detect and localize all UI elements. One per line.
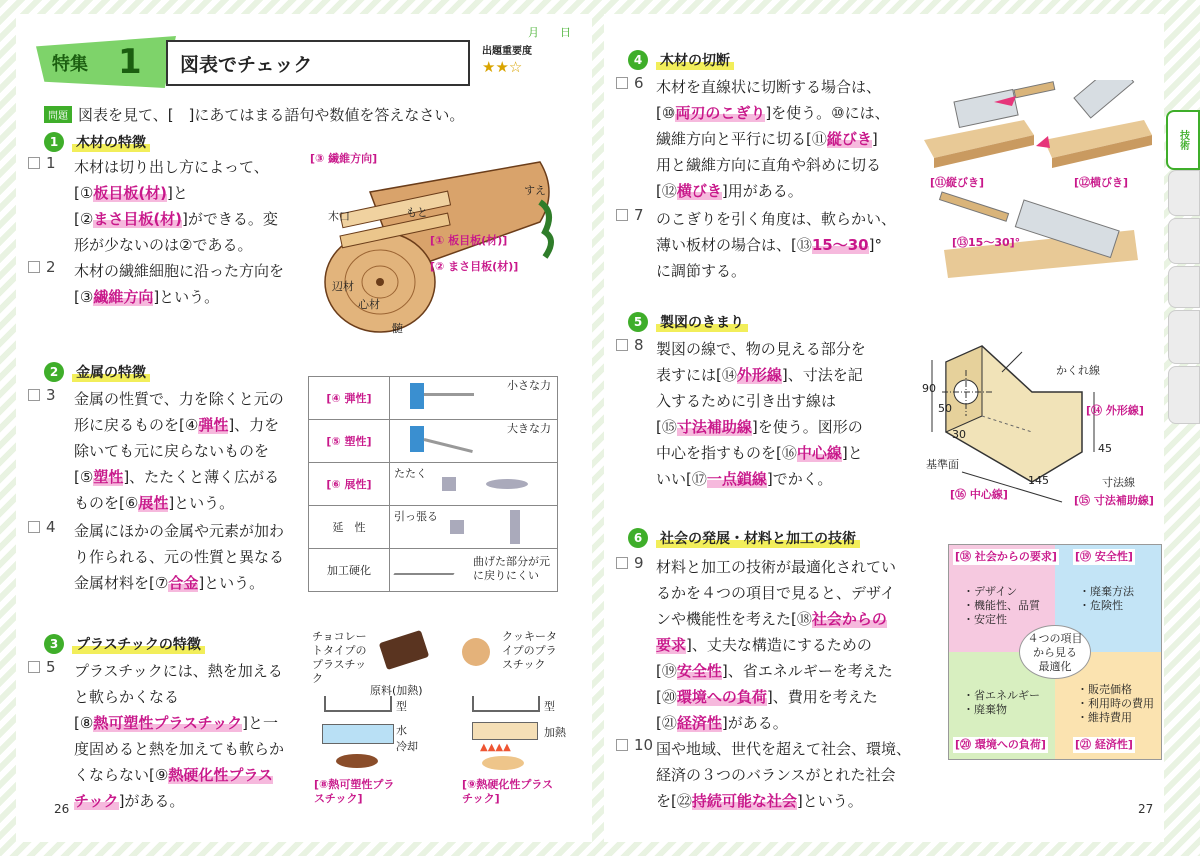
section-number: 1 xyxy=(44,132,64,152)
answer-19: 安全性 xyxy=(676,662,722,680)
technical-drawing: かくれ線 [⑭ 外形線] 90 50 30 45 145 基準面 寸法線 [⑯ 中心線] [⑮ 寸法補助線] xyxy=(922,332,1158,512)
left-page: 特集 1 図表でチェック 出題重要度 ★★☆ 月 日 問題 図表を見て、[ ]にあてはまる語句や数値を答えなさい。 1 木材の特徴 1 木材は切り出し方によって、 [①板目板(材)]と [②まさ目板(材)]ができる。変 形が少ないのは②である。 2 木材の繊維細胞に沿った方向を [③繊維方向]という。 [③ 繊維方向] もと すえ 木口 [① 板目板(材)] [② まさ目板(材)] 辺材 心材 髄 2 金属の特徴 3 金属の性質で、力を除くと元の 形に戻るものを[④弾性]、力を 除いても元に戻らないものを [⑤塑性]、たたくと薄く広がる ものを[⑥展性]という。 4 金属にほかの金属や元素が加わ り作られる、元の性質と異なる 金属材料を[⑦合金]という。 [④ 弾性] 小さな力 [⑤ 塑性] 大きな力 [⑥ 展性] たたく 延 性 引っ張る 加工硬化 曲げた部分が元に戻りにくい 3 プラスチックの特徴 5 プラスチックには、熱を加える と軟らかくなる [⑧熱可塑性プラスチック]と一 度固めると熱を加えても軟らか くならない[⑨熱硬化性プラス チック]がある。 チョコレートタイプのプラスチック 原料(加熱) 型 水 冷却 [⑧熱可塑性プラスチック] クッキータイプのプラスチック 型 加熱 ▲▲▲▲ [⑨熱硬化性プラスチック] 26 xyxy=(16,14,592,842)
answer-9: 熱硬化性プラス xyxy=(168,766,273,784)
tab-technology[interactable]: 技術 xyxy=(1166,110,1200,170)
question-9: 材料と加工の技術が最適化されてい るかを４つの項目で見ると、デザイ ンや機能性を考えた[⑱社会からの 要求]、丈夫な構造にするための [⑲安全性]、省エネルギーを考えた [⑳環境への負荷]、費用を考えた [㉑経済性]がある。 xyxy=(656,558,897,732)
feature-banner xyxy=(36,26,571,88)
question-number: 1 xyxy=(28,154,56,172)
question-3: 金属の性質で、力を除くと元の 形に戻るものを[④弾性]、力を 除いても元に戻らないものを [⑤塑性]、たたくと薄く広がる ものを[⑥展性]という。 xyxy=(74,390,284,512)
side-tabs xyxy=(1168,110,1200,430)
question-8: 製図の線で、物の見える部分を 表すには[⑭外形線]、寸法を記 入するために引き出す線は [⑮寸法補助線]を使う。図形の 中心を指すものを[⑯中心線]と いい[⑰一点鎖線]でかく。 xyxy=(656,340,866,488)
label-kouguchi: 木口 xyxy=(328,210,350,223)
section-plastic-features: 3 プラスチックの特徴 xyxy=(44,634,205,654)
answer-18: 社会からの xyxy=(811,610,887,628)
answer-22: 持続可能な社会 xyxy=(691,792,797,810)
section-society-technology: 6 社会の発展・材料と加工の技術 xyxy=(628,528,860,548)
answer-8: 熱可塑性プラスチック xyxy=(93,714,243,732)
section-drafting-rules: 5 製図のきまり xyxy=(628,312,748,332)
tl-items: ・デザイン ・機能性、品質 ・安定性 xyxy=(963,585,1040,626)
section-title: プラスチックの特徴 xyxy=(72,634,205,654)
chocolate-icon xyxy=(379,630,429,670)
question-5: プラスチックには、熱を加える と軟らかくなる [⑧熱可塑性プラスチック]と一 度固めると熱を加えても軟らか くならない[⑨熱硬化性プラス チック]がある。 xyxy=(74,662,285,810)
importance-stars: ★★☆ xyxy=(482,58,523,76)
question-6: 木材を直線状に切断する場合は、 [⑩両刃のこぎり]を使う。⑩には、 繊維方向と平行に切る[⑪縦びき] 用と繊維方向に直角や斜めに切る [⑫横びき]用がある。 xyxy=(656,78,890,200)
question-1: 木材は切り出し方によって、 [①板目板(材)]と [②まさ目板(材)]ができる。変 形が少ないのは②である。 xyxy=(74,158,278,254)
question-7: のこぎりを引く角度は、軟らかい、 薄い板材の場合は、[⑬15～30]° に調節する。 xyxy=(656,210,897,280)
saw-illustration: [⑪縦びき] [⑫横びき] [⑬15～30]° xyxy=(924,80,1154,280)
page-number: 27 xyxy=(1138,802,1154,816)
section-title: 木材の特徴 xyxy=(72,132,150,152)
section-wood-features xyxy=(44,132,150,152)
answer-2: まさ目板(材) xyxy=(93,210,183,228)
answer-11: 縦びき xyxy=(826,130,872,148)
question-2: 木材の繊維細胞に沿った方向を [③繊維方向]という。 xyxy=(74,262,285,306)
answer-16: 中心線 xyxy=(796,444,842,462)
tab-4[interactable] xyxy=(1168,266,1200,308)
label-masame: [② まさ目板(材)] xyxy=(430,260,519,273)
label-sei: 髄 xyxy=(392,322,403,335)
label-sue: すえ xyxy=(524,184,546,197)
importance-label: 出題重要度 xyxy=(482,46,532,57)
day-label: 日 xyxy=(560,26,571,39)
answer-5: 塑性 xyxy=(93,468,124,486)
answer-7: 合金 xyxy=(168,574,199,592)
cookie-icon xyxy=(462,638,490,666)
page-title: 図表でチェック xyxy=(180,54,313,76)
tr-items: ・廃棄方法 ・危険性 xyxy=(1079,585,1134,612)
answer-1: 板目板(材) xyxy=(93,184,168,202)
answer-21: 経済性 xyxy=(676,714,722,732)
optimization-quadrant: [⑱ 社会からの要求] [⑲ 安全性] ・デザイン ・機能性、品質 ・安定性 ・廃棄方法 ・危険性 ・省エネルギー ・廃棄物 ・販売価格 ・利用時の費用 ・維持費用 [⑳ 環境への負荷] [㉑ 経済性] ４つの項目 から見る 最適化 xyxy=(948,544,1162,760)
section-title: 製図のきまり xyxy=(656,312,748,332)
label-moto: もと xyxy=(406,206,428,219)
question-badge: 問題 xyxy=(44,106,72,123)
label-fiber-direction: [③ 繊維方向] xyxy=(310,152,378,165)
tab-3[interactable] xyxy=(1168,218,1200,264)
right-page: 4 木材の切断 6 木材を直線状に切断する場合は、 [⑩両刃のこぎり]を使う。⑩には、 繊維方向と平行に切る[⑪縦びき] 用と繊維方向に直角や斜めに切る [⑫横びき]用がある。 7 のこぎりを引く角度は、軟らかい、 薄い板材の場合は、[⑬15～30]° に調節する。 [⑪縦びき] [⑫横びき] [⑬15～30]° 5 製図のきまり 8 製図の線で、物の見える部分を 表すには[⑭外形線]、寸法を記 入するために引き出す線は [⑮寸法補助線]を使う。図形の 中心を指すものを[⑯中心線]と いい[⑰一点鎖線]でかく。 かくれ線 [⑭ 外形線] 90 50 30 45 145 基準面 寸法線 [⑯ 中心線] [⑮ 寸法補助線] 6 社会の発展・材料と加工の技術 9 材料と加工の技術が最適化されてい るかを４つの項目で見ると、デザイ ンや機能性を考えた[⑱社会からの 要求]、丈夫な構造にするための [⑲安全性]、省エネルギーを考えた [⑳環境への負荷]、費用を考えた [㉑経済性]がある。 10 国や地域、世代を超えて社会、環境、 経済の３つのバランスがとれた社会 を[㉒持続可能な社会]という。 [⑱ 社会からの要求] [⑲ 安全性] ・デザイン ・機能性、品質 ・安定性 ・廃棄方法 ・危険性 ・省エネルギー ・廃棄物 ・販売価格 ・利用時の費用 ・維持費用 [⑳ 環境への負荷] [㉑ 経済性] ４つの項目 から見る 最適化 27 xyxy=(604,14,1164,842)
section-title: 木材の切断 xyxy=(656,50,734,70)
plastic-illustration: チョコレートタイプのプラスチック 原料(加熱) 型 水 冷却 [⑧熱可塑性プラスチック] クッキータイプのプラスチック 型 加熱 ▲▲▲▲ [⑨熱硬化性プラスチック] xyxy=(312,630,566,805)
bl-items: ・省エネルギー ・廃棄物 xyxy=(963,689,1040,716)
instruction xyxy=(44,104,464,125)
section-metal-features: 2 金属の特徴 xyxy=(44,362,150,382)
answer-17: 一点鎖線 xyxy=(706,470,767,488)
tab-6[interactable] xyxy=(1168,366,1200,424)
month-label: 月 xyxy=(528,26,539,39)
answer-14: 外形線 xyxy=(736,366,782,384)
answer-20: 環境への負荷 xyxy=(676,688,767,706)
label-hen: 辺材 xyxy=(332,280,354,293)
answer-3: 繊維方向 xyxy=(93,288,154,306)
feature-label: 特集 xyxy=(52,54,88,75)
question-number: 2 xyxy=(28,258,56,276)
answer-15: 寸法補助線 xyxy=(676,418,752,436)
answer-6: 展性 xyxy=(138,494,169,512)
br-items: ・販売価格 ・利用時の費用 ・維持費用 xyxy=(1077,683,1154,724)
instruction-text: 図表を見て、[ ]にあてはまる語句や数値を答えなさい。 xyxy=(78,106,465,124)
feature-number: 1 xyxy=(118,42,142,82)
question-4: 金属にほかの金属や元素が加わ り作られる、元の性質と異なる 金属材料を[⑦合金]という。 xyxy=(74,522,285,592)
answer-10: 両刃のこぎり xyxy=(675,104,766,122)
answer-4: 弾性 xyxy=(198,416,229,434)
tab-5[interactable] xyxy=(1168,310,1200,364)
label-itame: [① 板目板(材)] xyxy=(430,234,508,247)
section-title: 金属の特徴 xyxy=(72,362,150,382)
section-title: 社会の発展・材料と加工の技術 xyxy=(656,528,860,548)
wood-log-illustration xyxy=(310,152,560,342)
metal-properties-table: [④ 弾性] 小さな力 [⑤ 塑性] 大きな力 [⑥ 展性] たたく 延 性 引っ張る 加工硬化 曲げた部分が元に戻りにくい xyxy=(308,376,558,592)
quad-center: ４つの項目 から見る 最適化 xyxy=(1019,625,1091,679)
page-number: 26 xyxy=(54,802,70,816)
label-shin: 心材 xyxy=(358,298,380,311)
tab-2[interactable] xyxy=(1168,170,1200,216)
question-10: 国や地域、世代を超えて社会、環境、 経済の３つのバランスがとれた社会 を[㉒持続可能な社会]という。 xyxy=(656,740,912,810)
answer-13: 15～30 xyxy=(811,236,869,254)
section-wood-cutting: 4 木材の切断 xyxy=(628,50,734,70)
flame-icon: ▲▲▲▲ xyxy=(480,742,511,753)
answer-12: 横びき xyxy=(676,182,722,200)
